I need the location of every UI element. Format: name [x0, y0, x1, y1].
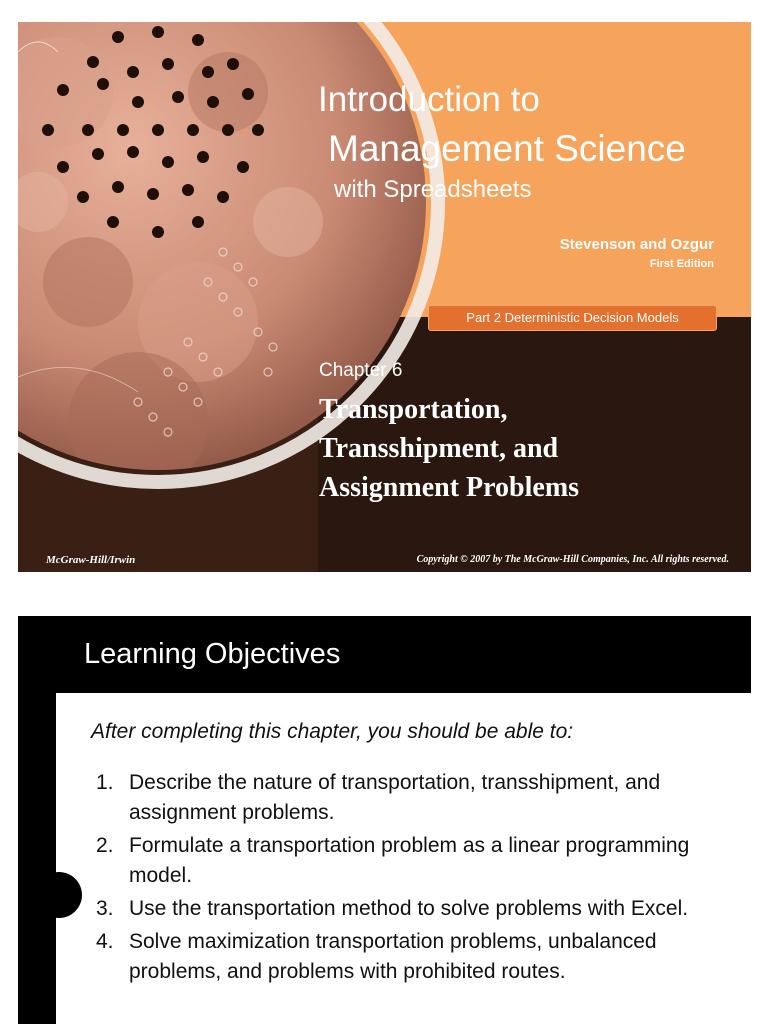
list-item-number: 3. [96, 897, 114, 920]
list-item-text: Use the transportation method to solve problems with Excel. [129, 897, 689, 920]
list-item-text: Solve maximization transportation problems, unbalanced problems, and problems with prohibited routes. [129, 930, 657, 983]
list-item [96, 768, 716, 828]
book-subtitle: with Spreadsheets [334, 176, 532, 203]
book-title-line1: Introduction to [318, 80, 540, 119]
chapter-label: Chapter 6 [319, 360, 403, 381]
chapter-title-line: Assignment Problems [319, 472, 580, 503]
objectives-heading: Learning Objectives [84, 638, 341, 670]
book-title-line2: Management Science [328, 128, 686, 169]
list-item-number: 4. [96, 930, 114, 953]
chapter-title-line: Transportation, [319, 394, 508, 425]
list-item [96, 894, 716, 924]
publisher: McGraw-Hill/Irwin [46, 554, 136, 566]
authors: Stevenson and Ozgur [559, 236, 714, 253]
list-item [96, 927, 716, 987]
chapter-title-line: Transshipment, and [319, 433, 559, 464]
list-item-number: 2. [96, 834, 114, 857]
copyright: Copyright © 2007 by The McGraw-Hill Companies, Inc. All rights reserved. [416, 554, 729, 565]
decorative-tab [36, 872, 82, 918]
edition: First Edition [649, 258, 714, 270]
list-item-text: Describe the nature of transportation, transshipment, and assignment problems. [129, 771, 661, 824]
part-banner: Part 2 Deterministic Decision Models [428, 305, 717, 331]
title-slide [18, 22, 751, 572]
objectives-slide [18, 616, 751, 1024]
list-item [96, 831, 716, 891]
objectives-intro: After completing this chapter, you should be able to: [91, 720, 574, 743]
objectives-body [56, 693, 751, 1024]
list-item-text: Formulate a transportation problem as a linear programming model. [129, 834, 690, 887]
list-item-number: 1. [96, 771, 114, 794]
objectives-list [96, 768, 716, 990]
chapter-title [319, 390, 719, 507]
